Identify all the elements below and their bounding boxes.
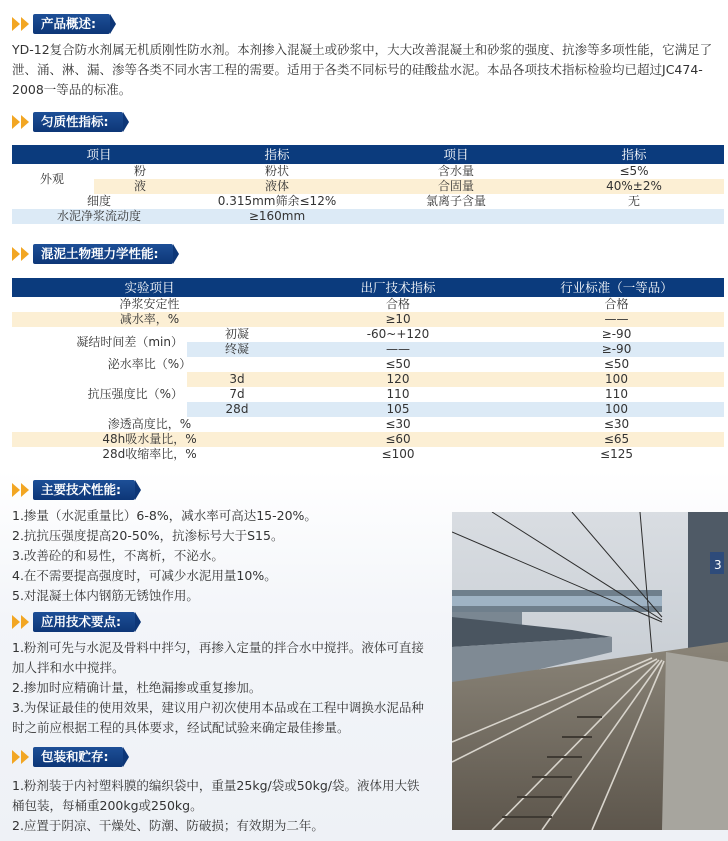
- cell: ≥-90: [601, 342, 632, 356]
- list-item: 5.对混凝土体内钢筋无锈蚀作用。: [12, 588, 199, 603]
- cell: 28d: [225, 402, 249, 416]
- table-row: [12, 209, 724, 224]
- header-item-2: 项目: [368, 145, 544, 164]
- packaging-title: 包装和贮存:: [33, 747, 123, 767]
- cell: 105: [386, 402, 410, 416]
- cell: 水泥净浆流动度: [56, 209, 141, 223]
- overview-heading: [12, 14, 110, 34]
- features-list: [12, 506, 317, 606]
- list-item: 时之前应根据工程的具体要求，经试配试验来确定最佳掺量。: [12, 720, 350, 735]
- cell: 粉: [133, 164, 146, 178]
- cell: ≤50: [385, 357, 411, 371]
- strength-label: 抗压强度比（%）: [12, 372, 187, 417]
- header-standard: 行业标准（一等品）: [509, 278, 724, 297]
- cell: ——: [386, 342, 410, 356]
- arrows-icon: [12, 115, 29, 129]
- application-heading: [12, 612, 135, 632]
- cell: ≥10: [385, 312, 411, 326]
- cell: 合固量: [437, 179, 474, 193]
- cell: 100: [605, 402, 628, 416]
- cell: 终凝: [224, 342, 249, 356]
- platform-number: 3: [714, 558, 722, 572]
- cell: ≤125: [600, 447, 633, 461]
- list-item: 加人拌和水中搅拌。: [12, 660, 125, 675]
- list-item: 1.粉剂装于内衬塑料膜的编织袋中，重量25kg/袋或50kg/袋。液体用大铁: [12, 778, 420, 793]
- arrows-icon: [12, 17, 29, 31]
- cell: ≤30: [603, 417, 630, 431]
- mechanical-title: 混泥土物理力学性能:: [33, 244, 173, 264]
- cell: 110: [605, 387, 628, 401]
- list-item: 2.应置于阴凉、干燥处、防潮、防破损；有效期为二年。: [12, 818, 324, 833]
- overview-title: 产品概述:: [33, 14, 110, 34]
- packaging-list: [12, 776, 420, 836]
- uniformity-heading: [12, 112, 123, 132]
- header-index-2: 指标: [544, 145, 724, 164]
- header-factory: 出厂技术指标: [287, 278, 509, 297]
- cell: ≤5%: [619, 164, 649, 178]
- cell: 减水率，%: [119, 312, 180, 326]
- uniformity-table: [12, 145, 724, 224]
- arrows-icon: [12, 615, 29, 629]
- features-heading: [12, 480, 135, 500]
- cell: 7d: [229, 387, 245, 401]
- uniformity-title: 匀质性指标:: [33, 112, 123, 132]
- list-item: 2.掺加时应精确计量，杜绝漏掺或重复掺加。: [12, 680, 262, 695]
- table-row: [12, 194, 724, 209]
- cell: ——: [604, 312, 629, 326]
- appearance-label: 外观: [40, 171, 65, 186]
- arrows-icon: [12, 247, 29, 261]
- table-row: [12, 447, 724, 462]
- cell: ≤50: [603, 357, 630, 371]
- cell: ≤30: [385, 417, 411, 431]
- header-test-item: 实验项目: [12, 278, 287, 297]
- table-row: [12, 432, 724, 447]
- cell: -60~+120: [366, 327, 430, 341]
- cell: 渗透高度比，%: [107, 417, 192, 431]
- table-row: [12, 164, 724, 179]
- application-title: 应用技术要点:: [33, 612, 135, 632]
- list-item: 4.在不需要提高强度时，可减少水泥用量10%。: [12, 568, 277, 583]
- cell: 细度: [86, 194, 111, 208]
- list-item: 3.改善砼的和易性，不离析，不泌水。: [12, 548, 224, 563]
- cell: 3d: [229, 372, 245, 386]
- cell: 120: [386, 372, 410, 386]
- cell: 0.315mm筛余≤12%: [217, 194, 337, 208]
- cell: 泌水率比（%）: [107, 357, 192, 371]
- table-row: [12, 327, 724, 342]
- arrows-icon: [12, 483, 29, 497]
- cell: 液: [133, 179, 146, 193]
- cell: 无: [627, 194, 640, 208]
- features-title: 主要技术性能:: [33, 480, 135, 500]
- cell: ≥-90: [601, 327, 632, 341]
- cell: ≥160mm: [248, 209, 306, 223]
- cell: 粉状: [264, 164, 289, 178]
- setting-label: 凝结时间差（min）: [76, 334, 183, 349]
- cell: 28d收缩率比，%: [102, 447, 197, 461]
- railway-photo: [452, 512, 728, 830]
- table-row: [12, 372, 724, 387]
- cell: 48h吸水量比，%: [102, 432, 197, 446]
- list-item: 桶包装，每桶重200kg或250kg。: [12, 798, 203, 813]
- list-item: 3.为保证最佳的使用效果，建议用户初次使用本品或在工程中调换水泥品种: [12, 700, 424, 715]
- application-list: [12, 638, 424, 738]
- overview-text: YD-12复合防水剂属无机质刚性防水剂。本剂掺入混凝土或砂浆中，大大改善混凝土和砂浆的强度、抗渗等多项性能，它满足了泄、涌、淋、漏、渗等各类不同水害工程的需要。适用于各类不同标号的硅酸盐水泥。本品各项技术指标检验均已超过JC474-2008一等品的标准。: [12, 42, 713, 97]
- cell: 40%±2%: [606, 179, 662, 193]
- cell: 110: [386, 387, 410, 401]
- cell: 氯离子含量: [425, 194, 486, 208]
- header-item: 项目: [12, 145, 186, 164]
- cell: 100: [605, 372, 628, 386]
- cell: 合格: [604, 297, 629, 311]
- arrows-icon: [12, 750, 29, 764]
- list-item: 2.抗抗压强度提高20-50%，抗渗标号大于S15。: [12, 528, 284, 543]
- cell: ≤100: [381, 447, 415, 461]
- railway-photo-image: [452, 512, 728, 830]
- mechanical-heading: [12, 244, 173, 264]
- table-header: [12, 145, 724, 164]
- cell: 液体: [264, 179, 289, 193]
- list-item: 1.粉剂可先与水泥及骨料中拌匀，再掺入定量的拌合水中搅拌。液体可直接: [12, 640, 424, 655]
- mechanical-table: [12, 278, 724, 462]
- cell: 含水量: [437, 164, 474, 178]
- packaging-heading: [12, 747, 123, 767]
- cell: ≤65: [603, 432, 630, 446]
- table-header: [12, 278, 724, 297]
- table-row: [12, 297, 724, 312]
- table-row: [12, 179, 724, 194]
- cell: ≤60: [385, 432, 411, 446]
- table-row: [12, 357, 724, 372]
- cell: 净浆安定性: [119, 297, 180, 311]
- cell: 合格: [385, 297, 410, 311]
- table-row: [12, 417, 724, 432]
- cell: 初凝: [224, 327, 249, 341]
- cell: [544, 209, 724, 224]
- list-item: 1.掺量（水泥重量比）6-8%，减水率可高达15-20%。: [12, 508, 317, 523]
- header-index: 指标: [186, 145, 368, 164]
- cell: [368, 209, 544, 224]
- table-row: [12, 312, 724, 327]
